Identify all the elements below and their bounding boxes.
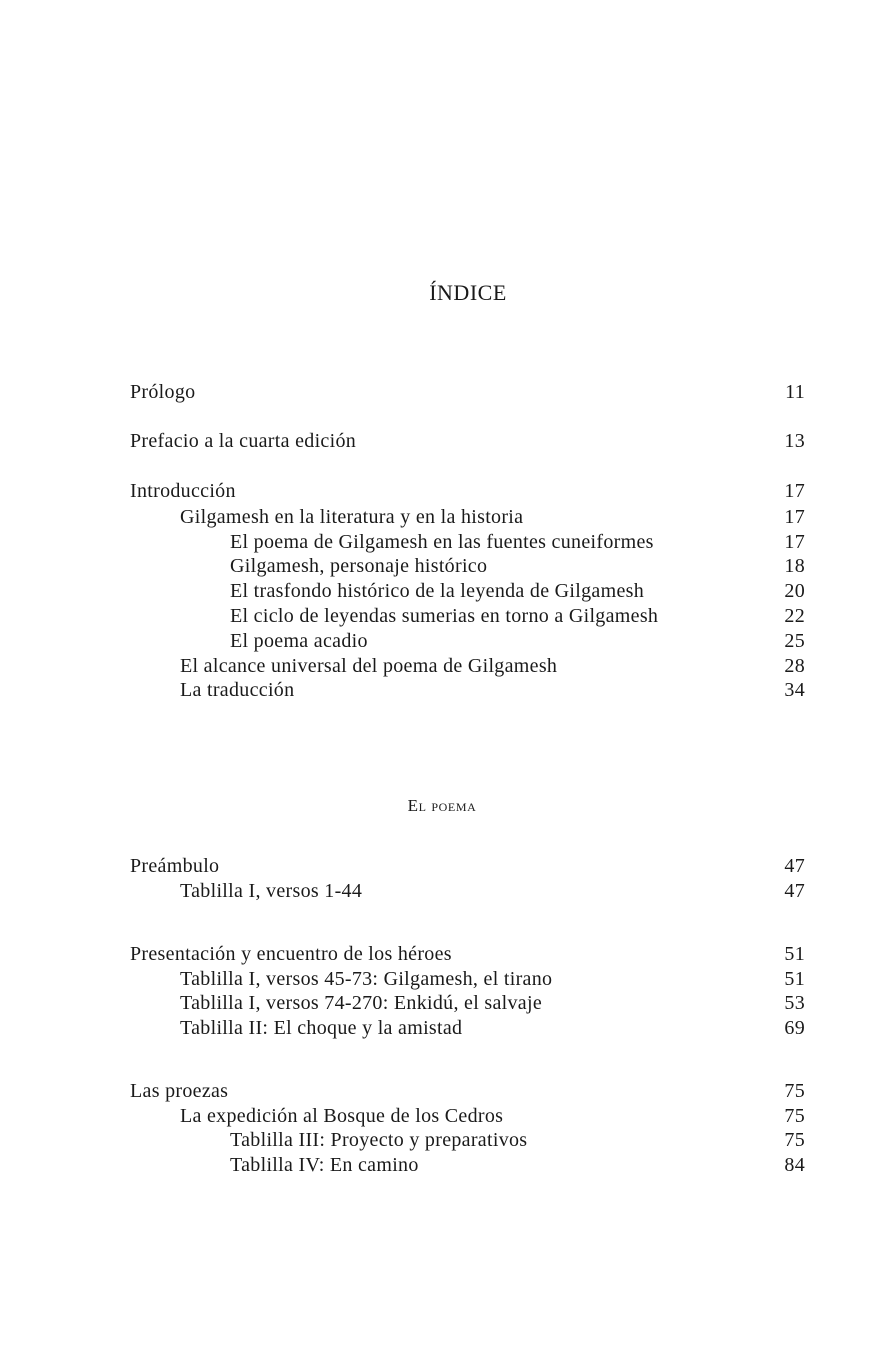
toc-entry-title: Las proezas (130, 1080, 229, 1102)
toc-entry-title: Tablilla II: El choque y la amistad (180, 1017, 463, 1039)
toc-entry-page: 22 (784, 605, 805, 627)
toc-entry-page: 11 (785, 381, 805, 403)
toc-entry-title: Gilgamesh en la literatura y en la historia (180, 506, 524, 528)
toc-entry-title: La traducción (180, 679, 295, 701)
toc-entry-title: Preámbulo (130, 855, 220, 877)
toc-entry-enkidu-salvaje[interactable] (130, 991, 805, 1016)
toc-entry-poema-acadio[interactable] (130, 629, 805, 654)
toc-entry-literatura-historia[interactable] (130, 505, 805, 530)
toc-entry-title: Tablilla I, versos 74-270: Enkidú, el salvaje (180, 992, 543, 1014)
toc-entry-presentacion-encuentro[interactable] (130, 942, 805, 967)
toc-entry-personaje-historico[interactable] (130, 554, 805, 579)
toc-entry-en-camino[interactable] (130, 1153, 805, 1178)
toc-entry-prologo[interactable] (130, 380, 805, 405)
toc-entry-title: Tablilla III: Proyecto y preparativos (230, 1129, 528, 1151)
toc-entry-title: La expedición al Bosque de los Cedros (180, 1105, 504, 1127)
toc-entry-page: 20 (784, 580, 805, 602)
toc-entry-traduccion[interactable] (130, 678, 805, 703)
toc-entry-leyendas-sumerias[interactable] (130, 604, 805, 629)
toc-entry-page: 17 (784, 531, 805, 553)
toc-entry-title: Introducción (130, 480, 236, 502)
toc-entry-title: Tablilla IV: En camino (230, 1154, 419, 1176)
toc-entry-page: 13 (784, 430, 805, 452)
toc-entry-page: 34 (784, 679, 805, 701)
section-heading: El poema (407, 796, 477, 815)
toc-entry-fuentes-cuneiformes[interactable] (130, 530, 805, 555)
toc-entry-title: Prefacio a la cuarta edición (130, 430, 357, 452)
toc-entry-choque-amistad[interactable] (130, 1016, 805, 1041)
toc-entry-page: 53 (784, 992, 805, 1014)
toc-entry-expedicion-bosque[interactable] (130, 1104, 805, 1129)
toc-entry-title: Gilgamesh, personaje histórico (230, 555, 488, 577)
toc-entry-page: 28 (784, 655, 805, 677)
toc-entry-alcance-universal[interactable] (130, 654, 805, 679)
toc-entry-gilgamesh-tirano[interactable] (130, 967, 805, 992)
toc-entry-page: 47 (784, 880, 805, 902)
toc-entry-page: 75 (784, 1080, 805, 1102)
toc-entry-page: 18 (784, 555, 805, 577)
toc-entry-prefacio[interactable] (130, 429, 805, 454)
toc-entry-page: 75 (784, 1105, 805, 1127)
toc-entry-proezas[interactable] (130, 1079, 805, 1104)
toc-entry-proyecto-preparativos[interactable] (130, 1128, 805, 1153)
toc-entry-introduccion[interactable] (130, 479, 805, 504)
toc-entry-title: El poema acadio (230, 630, 368, 652)
toc-entry-title: El trasfondo histórico de la leyenda de Gilgamesh (230, 580, 645, 602)
toc-entry-title: El poema de Gilgamesh en las fuentes cuneiformes (230, 531, 654, 553)
toc-entry-title: El alcance universal del poema de Gilgamesh (180, 655, 558, 677)
toc-entry-page: 51 (784, 943, 805, 965)
toc-entry-page: 17 (784, 506, 805, 528)
toc-entry-title: Tablilla I, versos 1-44 (180, 880, 363, 902)
toc-entry-page: 47 (784, 855, 805, 877)
toc-entry-page: 69 (784, 1017, 805, 1039)
toc-entry-trasfondo-historico[interactable] (130, 579, 805, 604)
toc-entry-title: Tablilla I, versos 45-73: Gilgamesh, el tirano (180, 968, 553, 990)
toc-entry-page: 51 (784, 968, 805, 990)
toc-entry-title: Presentación y encuentro de los héroes (130, 943, 452, 965)
toc-entry-page: 25 (784, 630, 805, 652)
toc-entry-page: 84 (784, 1154, 805, 1176)
toc-entry-title: Prólogo (130, 381, 196, 403)
toc-entry-tablilla-1-versos-1-44[interactable] (130, 879, 805, 904)
toc-entry-page: 75 (784, 1129, 805, 1151)
page-title: ÍNDICE (429, 280, 507, 305)
toc-entry-page: 17 (784, 480, 805, 502)
toc-entry-preambulo[interactable] (130, 854, 805, 879)
toc-entry-title: El ciclo de leyendas sumerias en torno a Gilgamesh (230, 605, 659, 627)
